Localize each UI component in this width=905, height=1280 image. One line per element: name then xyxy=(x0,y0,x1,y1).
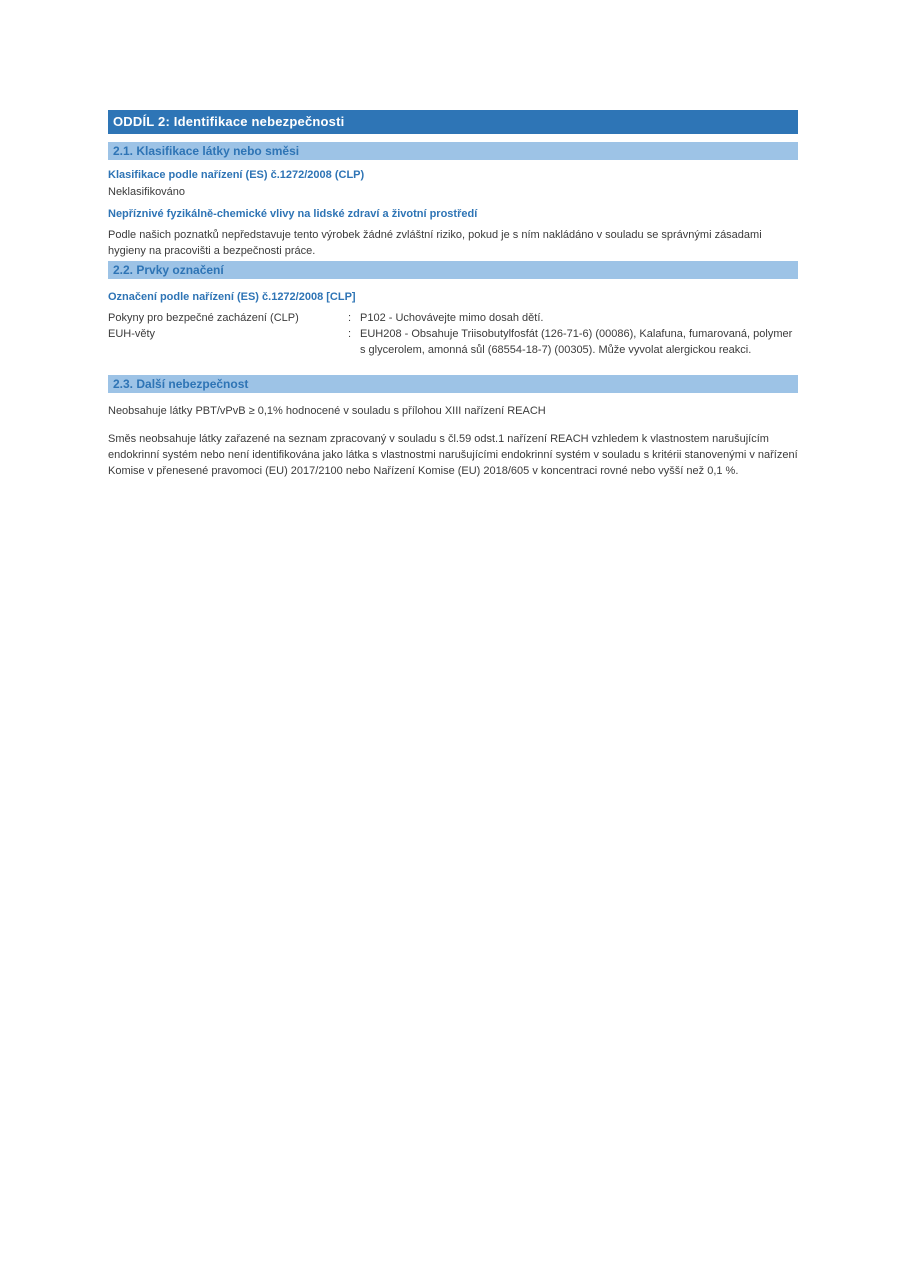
pbt-vpvb-statement: Neobsahuje látky PBT/vPvB ≥ 0,1% hodnocené v souladu s přílohou XIII nařízení REACH xyxy=(108,405,546,417)
subsection-2-1-bar: 2.1. Klasifikace látky nebo směsi xyxy=(108,142,798,160)
section-2-header-bar: ODDÍL 2: Identifikace nebezpečnosti xyxy=(108,110,798,134)
heading-labelling-clp: Označení podle nařízení (ES) č.1272/2008 [CLP] xyxy=(108,291,356,303)
table-row xyxy=(108,326,798,358)
labelling-elements-table xyxy=(108,310,798,358)
adverse-effects-paragraph: Podle našich poznatků nepředstavuje tento výrobek žádné zvláštní riziko, pokud je s ním nakládáno v souladu se správnými zásadami hygieny na pracovišti a bezpečnosti práce. xyxy=(108,229,762,257)
classification-value: Neklasifikováno xyxy=(108,186,186,198)
subsection-2-2-bar: 2.2. Prvky označení xyxy=(108,261,798,279)
precautionary-statements-label: Pokyny pro bezpečné zacházení (CLP) xyxy=(108,312,299,324)
euh-statements-value: EUH208 - Obsahuje Triisobutylfosfát (126-71-6) (00086), Kalafuna, fumarovaná, polymer s glycerolem, amonná sůl (68554-18-7) (00305). Může vyvolat alergickou reakci. xyxy=(360,328,793,356)
heading-adverse-effects: Nepříznivé fyzikálně-chemické vlivy na lidské zdraví a životní prostředí xyxy=(108,208,478,220)
table-row xyxy=(108,310,798,326)
subsection-2-3-bar: 2.3. Další nebezpečnost xyxy=(108,375,798,393)
heading-classification-clp: Klasifikace podle nařízení (ES) č.1272/2008 (CLP) xyxy=(108,169,365,181)
separator-colon: : xyxy=(348,312,352,324)
endocrine-disruptor-paragraph: Směs neobsahuje látky zařazené na seznam zpracovaný v souladu s čl.59 odst.1 nařízení REACH vzhledem k vlastnostem narušujícím endokrinní systém nebo není identifikována jako látka s vlastnostmi narušujícími endokrinní systém v souladu s kritérii stanovenými v nařízení Komise v přenesené pravomoci (EU) 2017/2100 nebo Nařízení Komise (EU) 2018/605 v koncentraci rovné nebo vyšší než 0,1 %. xyxy=(108,433,798,477)
separator-colon: : xyxy=(348,328,352,340)
precautionary-statements-value: P102 - Uchovávejte mimo dosah dětí. xyxy=(360,312,544,324)
document-content xyxy=(108,110,798,479)
euh-statements-label: EUH-věty xyxy=(108,328,156,340)
